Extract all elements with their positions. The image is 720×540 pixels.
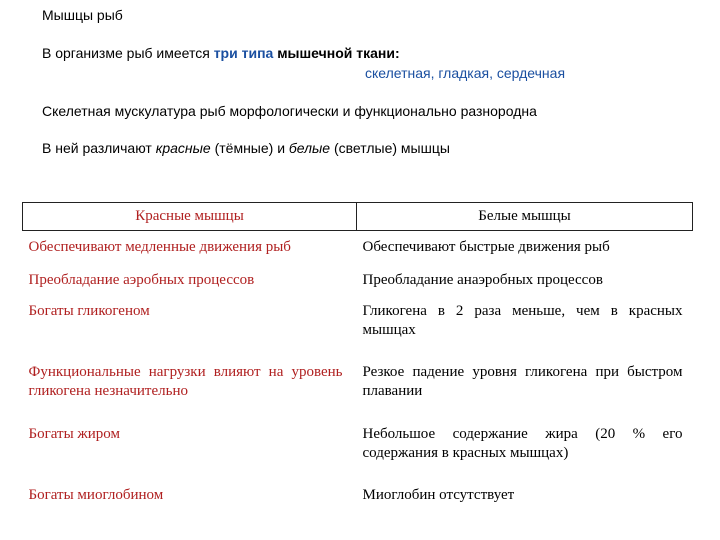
cell-white: Преобладание анаэробных процессов: [362, 272, 603, 288]
paragraph-distinguish: [42, 140, 450, 156]
cell-red: Богаты гликогеном: [28, 303, 150, 319]
cell-white: Гликогена в 2 раза меньше, чем в красных мышцах: [362, 303, 683, 338]
intro-part1: В организме рыб имеется: [42, 45, 214, 61]
cell-red: Богаты жиром: [28, 426, 121, 442]
table-row: [23, 486, 693, 516]
table-row: [23, 302, 693, 363]
para3-before: В ней различают: [42, 140, 156, 156]
table-row: [23, 425, 693, 486]
para3-after: (светлые) мышцы: [330, 140, 450, 156]
comparison-table: [22, 202, 693, 516]
page-title: Мышцы рыб: [42, 7, 123, 23]
cell-white: Небольшое содержание жира (20 % его содержания в красных мышцах): [362, 426, 683, 461]
header-white-muscles: Белые мышцы: [357, 203, 693, 231]
intro-part2: мышечной ткани:: [273, 45, 400, 61]
cell-white: Резкое падение уровня гликогена при быстром плавании: [362, 364, 683, 399]
cell-red: Обеспечивают медленные движения рыб: [28, 239, 291, 255]
red-word: красные: [155, 140, 211, 156]
muscle-types: скелетная, гладкая, сердечная: [365, 65, 566, 81]
cell-red: Богаты миоглобином: [28, 487, 164, 503]
intro-line: [42, 45, 400, 61]
cell-white: Миоглобин отсутствует: [362, 487, 515, 503]
white-word: белые: [288, 140, 331, 156]
paragraph-heterogeneity: Скелетная мускулатура рыб морфологически и функционально разнородна: [42, 103, 537, 119]
header-red-muscles: Красные мышцы: [23, 203, 357, 231]
table-row: [23, 271, 693, 302]
table-row: [23, 231, 693, 272]
table-header-row: [23, 203, 693, 231]
cell-red: Преобладание аэробных процессов: [28, 272, 255, 288]
cell-white: Обеспечивают быстрые движения рыб: [362, 239, 610, 255]
table-row: [23, 363, 693, 425]
intro-highlight: три типа: [213, 45, 274, 61]
cell-red: Функциональные нагрузки влияют на уровень гликогена незначительно: [28, 364, 343, 399]
para3-middle: (тёмные) и: [210, 140, 289, 156]
